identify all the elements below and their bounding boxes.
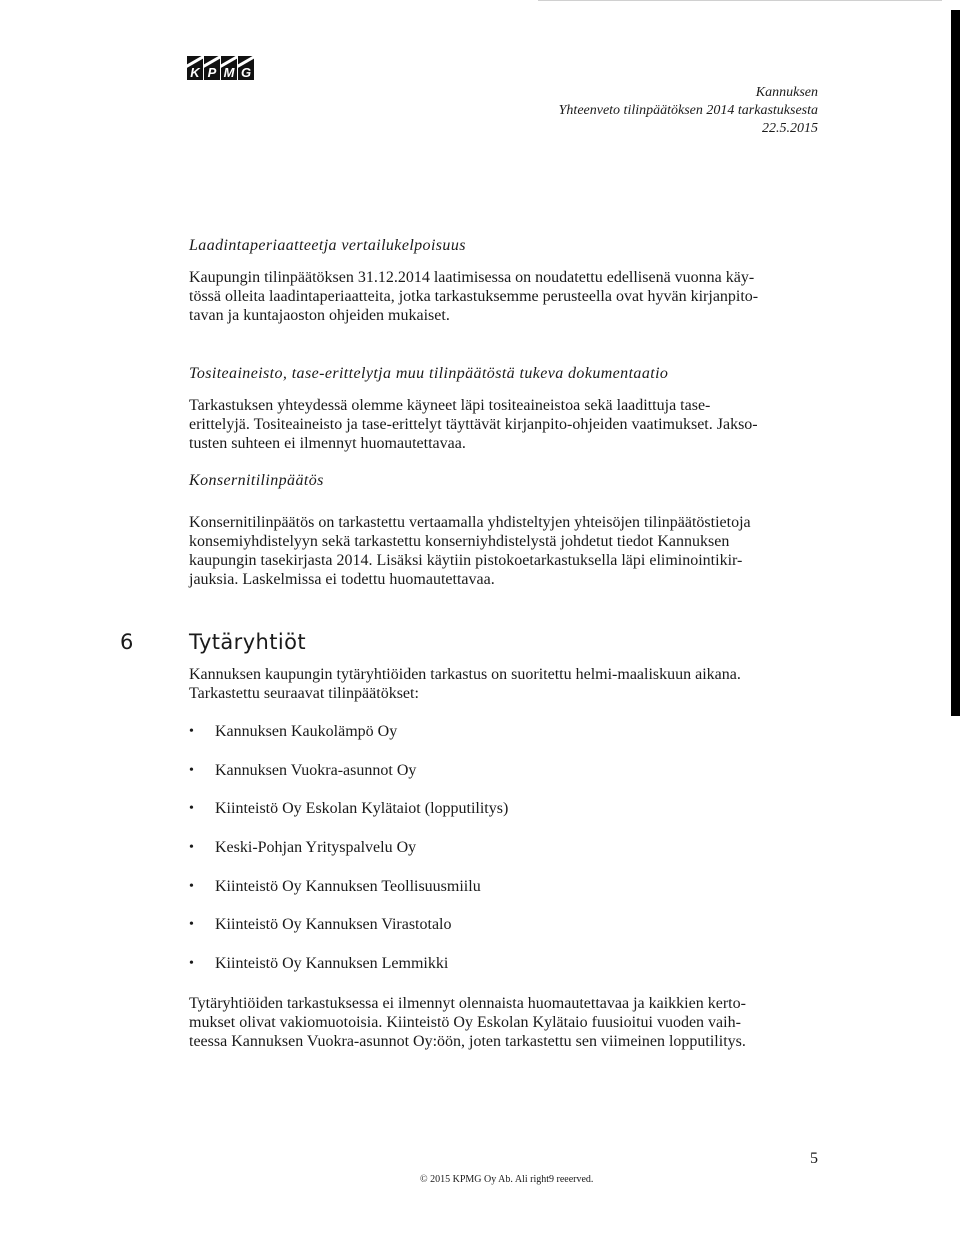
list-item (189, 838, 508, 877)
text-line: Tarkastuksen yhteydessä olemme käyneet läpi tositeaineistoa sekä laadittuja tase- (189, 397, 711, 414)
list-item (189, 799, 508, 838)
chapter-closing (189, 994, 819, 1051)
list-item (189, 722, 508, 761)
logo-letter: G (238, 56, 254, 80)
bullet-icon: • (189, 762, 194, 778)
text-line: tavan ja kuntajaoston ohjeiden mukaiset. (189, 307, 450, 324)
text-line: kaupungin tasekirjasta 2014. Lisäksi käytiin pistokoetarkastuksella läpi eliminointikir- (189, 552, 743, 569)
text-line: erittelyjä. Tositeaineisto ja tase-erittelyt täyttävät kirjanpito-ohjeiden vaatimukset. Jakso- (189, 416, 758, 433)
text-line: jauksia. Laskelmissa ei todettu huomautettavaa. (189, 571, 495, 588)
text-line: Kannuksen kaupungin tytäryhtiöiden tarkastus on suoritettu helmi-maaliskuun aikana. (189, 666, 741, 683)
chapter-intro (189, 665, 819, 703)
header-report-title: Yhteenveto tilinpäätöksen 2014 tarkastuksesta (558, 103, 818, 118)
company-name: Kiinteistö Oy Eskolan Kylätaiot (lopputilitys) (215, 800, 509, 818)
bullet-icon: • (189, 840, 194, 856)
bullet-icon: • (189, 917, 194, 933)
list-item (189, 761, 508, 800)
list-item (189, 877, 508, 916)
scan-edge-line (538, 0, 942, 1)
text-line: Tarkastettu seuraavat tilinpäätökset: (189, 685, 419, 702)
text-line: teessa Kannuksen Vuokra-asunnot Oy:öön, joten tarkastettu sen viimeinen lopputilitys. (189, 1033, 746, 1050)
text-line: Konsernitilinpäätös on tarkastettu vertaamalla yhdisteltyjen yhteisöjen tilinpäätöstietoja (189, 514, 751, 531)
text-line: tusten suhteen ei ilmennyt huomautettavaa. (189, 435, 466, 452)
copyright-footer: © 2015 KPMG Oy Ab. Ali right9 reeerved. (420, 1174, 594, 1185)
kpmg-logo (187, 56, 255, 80)
text-line: konsemiyhdistelyyn sekä tarkastettu konserniyhdistelystä johdetut tiedot Kannuksen (189, 533, 730, 550)
section-body-documentation (189, 396, 819, 453)
document-header (559, 84, 818, 138)
header-date: 22.5.2015 (762, 121, 818, 136)
bullet-icon: • (189, 878, 194, 894)
scan-edge-bar (951, 10, 960, 716)
page-number: 5 (810, 1150, 818, 1167)
text-line: mukset olivat vakiomuotoisia. Kiinteistö Oy Eskolan Kylätaio fuusioitui vuoden vaih- (189, 1014, 741, 1031)
bullet-icon: • (189, 801, 194, 817)
list-item (189, 915, 508, 954)
bullet-icon: • (189, 724, 194, 739)
text-line: Tytäryhtiöiden tarkastuksessa ei ilmennyt olennaista huomautettavaa ja kaikkien kerto- (189, 995, 746, 1012)
company-name: Kiinteistö Oy Kannuksen Teollisuusmiilu (215, 877, 481, 895)
list-item (189, 954, 508, 993)
text-line: tössä olleita laadintaperiaatteita, jotka tarkastuksemme perusteella ovat hyvän kirjanpito- (189, 288, 759, 305)
chapter-number: 6 (120, 630, 134, 654)
text-line: Kaupungin tilinpäätöksen 31.12.2014 laatimisessa on noudatettu edellisenä vuonna käy- (189, 269, 755, 286)
section-body-consolidated (189, 513, 819, 589)
company-name: Kannuksen Kaukolämpö Oy (215, 723, 398, 740)
section-heading-accounting-principles: Laadintaperiaatteetja vertailukelpoisuus (189, 237, 466, 254)
logo-letter: P (204, 56, 220, 80)
section-heading-documentation: Tositeaineisto, tase-erittelytja muu tilinpäätöstä tukeva dokumentaatio (189, 365, 669, 382)
logo-letter: K (187, 56, 203, 80)
section-body-accounting-principles (189, 268, 819, 325)
header-client: Kannuksen (755, 85, 818, 100)
bullet-icon: • (189, 956, 194, 972)
company-name: Keski-Pohjan Yrityspalvelu Oy (215, 839, 417, 857)
subsidiary-list (189, 722, 508, 993)
section-heading-consolidated: Konsernitilinpäätös (189, 472, 324, 489)
company-name: Kannuksen Vuokra-asunnot Oy (215, 761, 417, 779)
logo-letter: M (221, 56, 237, 80)
chapter-title: Tytäryhtiöt (189, 630, 307, 654)
company-name: Kiinteistö Oy Kannuksen Virastotalo (215, 916, 452, 934)
company-name: Kiinteistö Oy Kannuksen Lemmikki (215, 955, 449, 973)
